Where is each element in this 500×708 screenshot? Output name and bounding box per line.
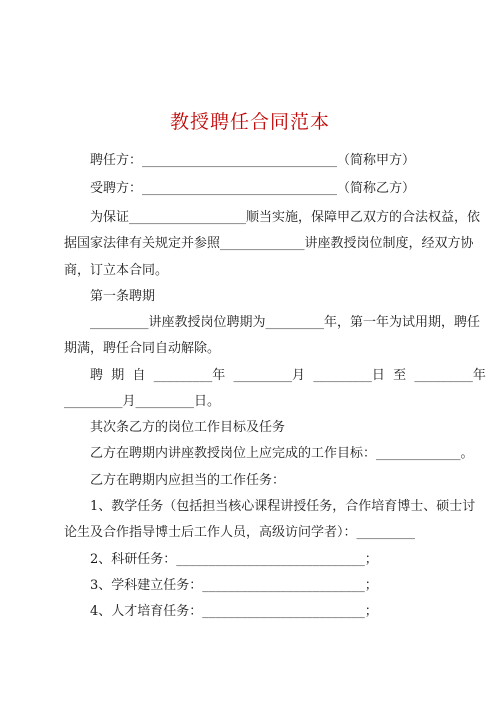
line-task-talent: 4、人才培育任务：_________________________；	[90, 604, 378, 619]
line-task-discipline: 3、学科建立任务：_________________________；	[90, 578, 378, 593]
line-preamble-3: 商，订立本合同。	[64, 263, 169, 278]
article-2-heading: 其次条乙方的岗位工作目标及任务	[90, 420, 286, 435]
line-work-goal: 乙方在聘期内讲座教授岗位上应完成的工作目标：_____________。	[90, 446, 474, 461]
line-task-research: 2、科研任务：_____________________________；	[90, 552, 378, 567]
line-preamble-2: 据国家法律有关规定并参照_____________讲座教授岗位制度，经双方协	[64, 236, 474, 251]
line-work-tasks-intro: 乙方在聘期内应担当的工作任务：	[90, 473, 286, 488]
line-term-2: 期满，聘任合同自动解除。	[64, 341, 221, 356]
line-employer: 聘任方：______________________________（简称甲方）	[90, 153, 416, 168]
document-title: 教授聘任合同范本	[169, 111, 330, 133]
line-preamble-1: 为保证__________________顺当实施，保障甲乙双方的合法权益，依	[90, 210, 481, 225]
line-task-teaching-2: 论生及合作指导博士后工作人员，高级访问学者）：_________	[64, 525, 416, 540]
line-task-teaching-1: 1、教学任务（包括担当核心课程讲授任务，合作培育博士、硕士讨	[90, 499, 476, 514]
article-1-heading: 第一条聘期	[90, 289, 156, 304]
line-term-dates-1: 聘 期 自 _________年 _________月 _________日 至 _________年	[90, 368, 486, 383]
line-term-dates-2: _________月_________日。	[64, 394, 221, 409]
line-employee: 受聘方：______________________________（简称乙方）	[90, 181, 416, 196]
line-term-1: _________讲座教授岗位聘期为_________年，第一年为试用期，聘任	[90, 315, 481, 330]
